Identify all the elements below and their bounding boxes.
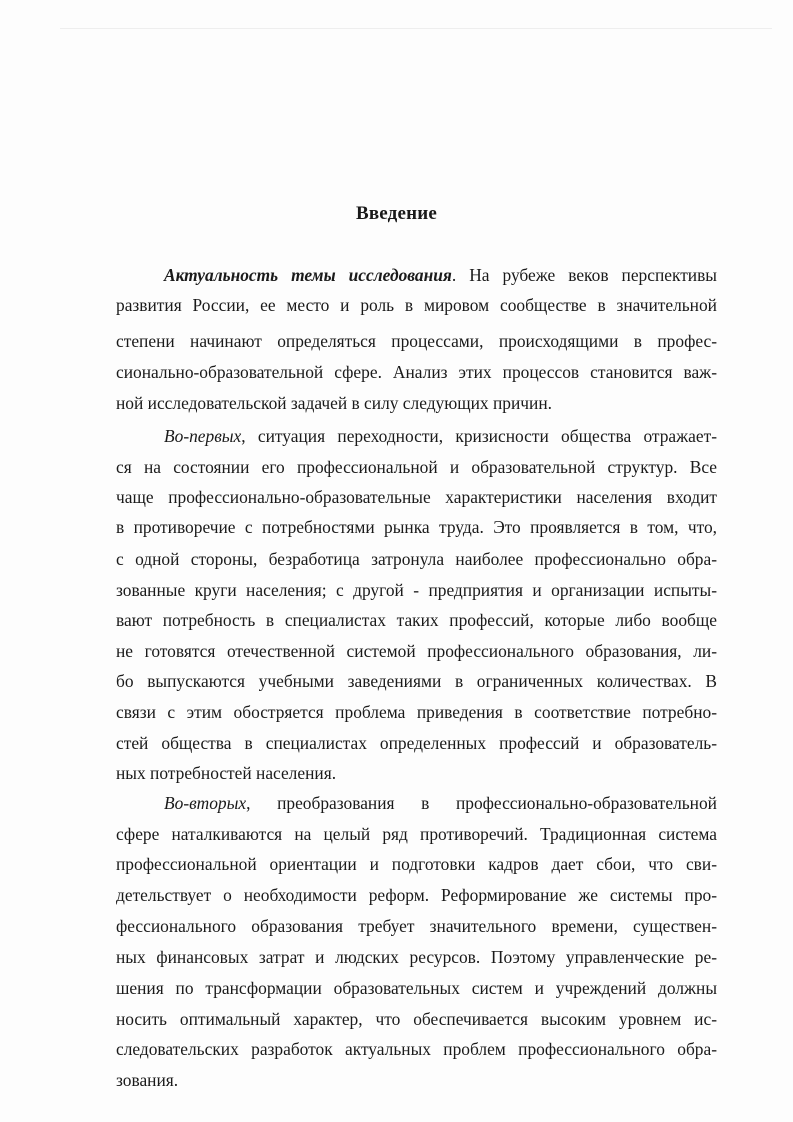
scan-edge — [60, 28, 772, 29]
text-line: чаще профессионально-образовательные характеристики населения входит — [116, 487, 717, 507]
text-line — [164, 421, 717, 451]
text-line: фессионального образования требует значительного времени, существен- — [116, 916, 717, 936]
text-line: вают потребность в специалистах таких профессий, которые либо вообще — [116, 610, 717, 630]
text-line: степени начинают определяться процессами, происходящими в профес- — [116, 331, 717, 351]
lead-phrase: Во-первых — [164, 426, 242, 446]
text-line: профессиональной ориентации и подготовки кадров дает сбои, что сви- — [116, 854, 717, 874]
page-title: Введение — [355, 203, 438, 224]
text-line: ся на состоянии его профессиональной и образовательной структур. Все — [116, 457, 717, 477]
text-line: сионально-образовательной сфере. Анализ этих процессов становится важ- — [116, 362, 717, 382]
line-text: , преобразования в профессионально-образовательной — [246, 793, 717, 813]
text-line: носить оптимальный характер, что обеспечивается высоким уровнем ис- — [116, 1009, 717, 1029]
text-line: развития России, ее место и роль в мировом сообществе в значительной — [116, 295, 717, 315]
text-line: с одной стороны, безработица затронула наиболее профессионально обра- — [116, 549, 717, 569]
text-line: сфере наталкиваются на целый ряд противоречий. Традиционная система — [116, 824, 717, 844]
text-line: ной исследовательской задачей в силу следующих причин. — [116, 393, 552, 413]
text-line: стей общества в специалистах определенных профессий и образователь- — [116, 733, 717, 753]
line-text: , ситуация переходности, кризисности общества отражает- — [241, 426, 717, 446]
line-text: . На рубеже веков перспективы — [451, 265, 717, 285]
text-line: следовательских разработок актуальных проблем профессионального обра- — [116, 1039, 717, 1059]
text-line: не готовятся отечественной системой профессионального образования, ли- — [116, 641, 717, 661]
text-line: ных финансовых затрат и людских ресурсов. Поэтому управленческие ре- — [116, 947, 717, 967]
text-line — [164, 788, 717, 818]
text-line: зованные круги населения; с другой - предприятия и организации испыты- — [116, 580, 717, 600]
lead-phrase: Во-вторых — [164, 793, 247, 813]
text-line: связи с этим обостряется проблема приведения в соответствие потребно- — [116, 702, 717, 722]
lead-phrase: Актуальность темы исследования — [164, 265, 452, 285]
text-line: в противоречие с потребностями рынка труда. Это проявляется в том, что, — [116, 517, 717, 537]
text-line: ных потребностей населения. — [116, 763, 337, 783]
text-line: бо выпускаются учебными заведениями в ограниченных количествах. В — [116, 671, 717, 691]
text-line — [164, 260, 717, 290]
text-line: детельствует о необходимости реформ. Реформирование же системы про- — [116, 885, 717, 905]
text-line: зования. — [116, 1070, 179, 1090]
text-line: шения по трансформации образовательных систем и учреждений должны — [116, 978, 717, 998]
